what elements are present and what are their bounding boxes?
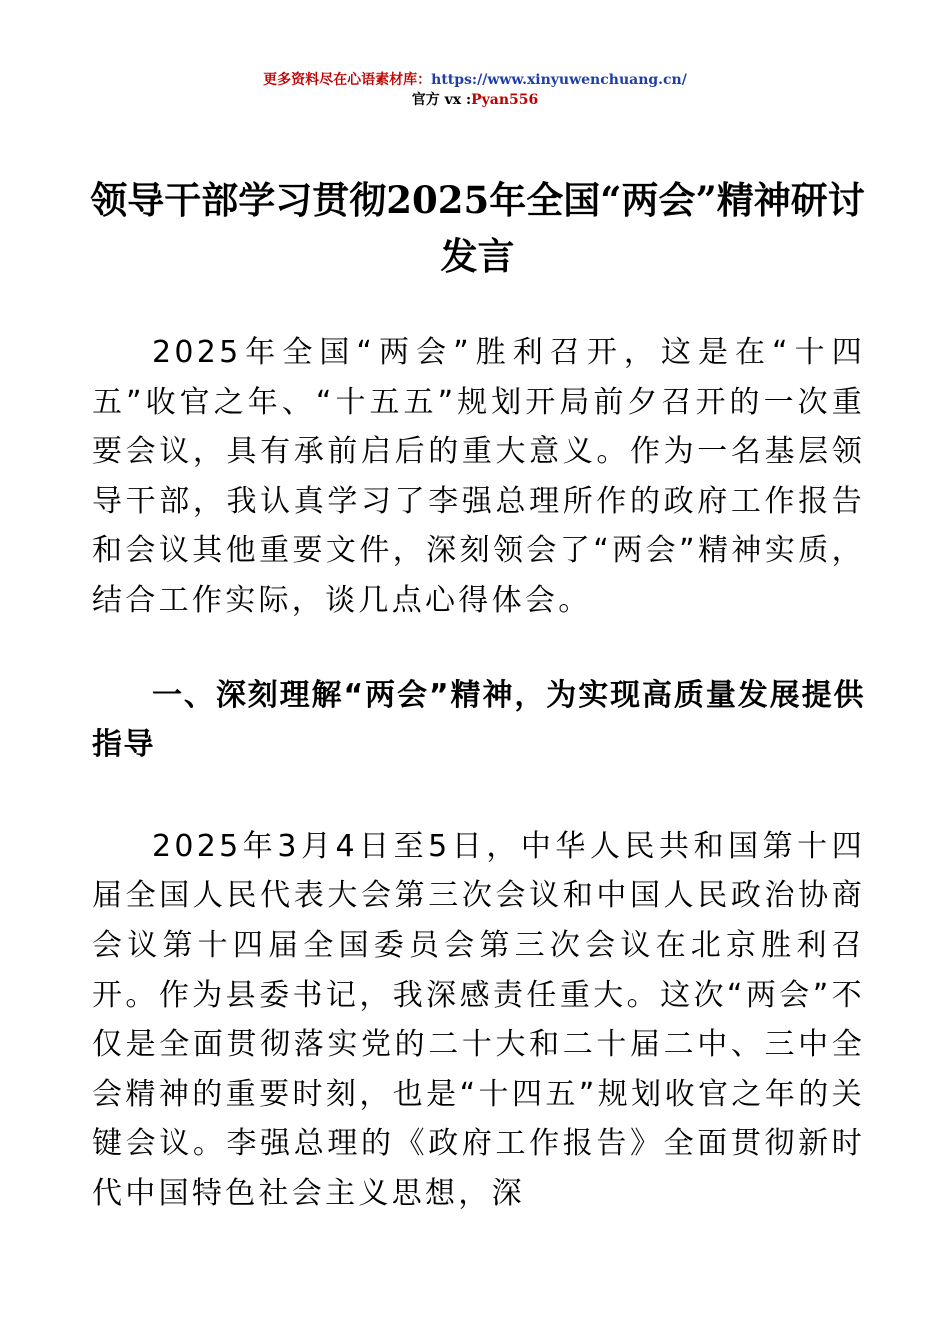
promo-prefix: 更多资料尽在心语素材库：	[263, 72, 432, 88]
section-1-heading: 一、深刻理解“两会”精神，为实现高质量发展提供指导	[92, 677, 865, 763]
wx-id: Pyan556	[471, 92, 539, 108]
header-banner	[0, 70, 950, 110]
promo-line	[0, 70, 950, 90]
document-title: 领导干部学习贯彻2025年全国“两会”精神研讨发言	[90, 178, 865, 278]
intro-paragraph: 2025年全国“两会”胜利召开，这是在“十四五”收官之年、“十五五”规划开局前夕召开的一次重要会议，具有承前启后的重大意义。作为一名基层领导干部，我认真学习了李强总理所作的政府工作报告和会议其他重要文件，深刻领会了“两会”精神实质，结合工作实际，谈几点心得体会。	[92, 335, 865, 618]
document-body	[92, 328, 865, 1219]
wx-label: 官方 vx :	[411, 92, 472, 108]
wx-line	[0, 90, 950, 110]
promo-url-link[interactable]: https://www.xinyuwenchuang.cn/	[431, 72, 687, 88]
section-1-paragraph: 2025年3月4日至5日，中华人民共和国第十四届全国人民代表大会第三次会议和中国人民政治协商会议第十四届全国委员会第三次会议在北京胜利召开。作为县委书记，我深感责任重大。这次“两会”不仅是全面贯彻落实党的二十大和二十届二中、三中全会精神的重要时刻，也是“十四五”规划收官之年的关键会议。李强总理的《政府工作报告》全面贯彻新时代中国特色社会主义思想，深	[92, 828, 865, 1211]
